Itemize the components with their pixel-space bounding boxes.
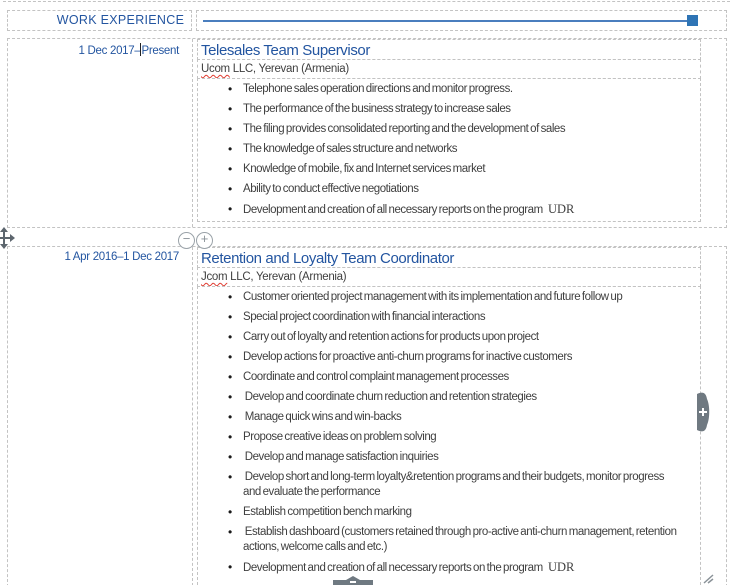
- bullet-text: Develop and manage satisfaction inquiries: [243, 451, 439, 463]
- bullet-text: The performance of the business strategy to increase sales: [243, 103, 511, 115]
- job2-title-field[interactable]: [197, 247, 701, 268]
- job1-date-field[interactable]: [8, 39, 193, 227]
- bullet-item[interactable]: [198, 122, 682, 137]
- bullet-item[interactable]: [198, 350, 682, 365]
- job2-duty-list: [198, 287, 682, 576]
- bullet-text: Develop and coordinate churn reduction and retention strategies: [243, 391, 537, 403]
- bullet-item[interactable]: [198, 142, 682, 157]
- job1-date-end: Present: [141, 45, 179, 57]
- bullet-item[interactable]: [198, 102, 682, 117]
- bullet-item[interactable]: [198, 430, 682, 445]
- job1-duties-field[interactable]: [197, 78, 701, 222]
- bullet-item[interactable]: [198, 330, 682, 345]
- job2-employer-name: Jcom: [201, 271, 228, 283]
- job1-content: [197, 39, 701, 222]
- bullet-item[interactable]: [198, 505, 682, 520]
- section-heading-rule-cell: [196, 10, 727, 31]
- job-entry-1: [7, 38, 727, 228]
- bullet-item[interactable]: [198, 290, 682, 305]
- bullet-item[interactable]: [198, 560, 682, 576]
- scrollbar-handle[interactable]: [687, 15, 698, 26]
- bullet-item[interactable]: [198, 202, 682, 218]
- bullet-text: The knowledge of sales structure and networks: [243, 143, 458, 155]
- job1-date-start: 1 Dec 2017–: [78, 45, 141, 57]
- bullet-text: Develop actions for proactive anti-churn programs for inactive customers: [243, 351, 573, 363]
- bullet-item[interactable]: [198, 450, 682, 465]
- expand-icon: +: [200, 231, 209, 246]
- bullet-text: Develop short and long-term loyalty&retention programs and their budgets, monitor progress and evaluate the performance: [243, 471, 666, 498]
- bullet-text: Telephone sales operation directions and monitor progress.: [243, 83, 513, 95]
- top-section-divider: [3, 1, 730, 2]
- bottom-handle-icon[interactable]: [333, 576, 373, 585]
- bullet-item[interactable]: [198, 390, 682, 405]
- bullet-text: The filing provides consolidated reporting and the development of sales: [243, 123, 566, 135]
- section-heading-label: WORK EXPERIENCE: [56, 13, 185, 27]
- bullet-text: Establish competition bench marking: [243, 506, 412, 518]
- bullet-item[interactable]: [198, 470, 682, 500]
- job-entry-2: [7, 246, 727, 585]
- section-heading-cell[interactable]: [7, 10, 192, 31]
- bullet-text: Establish dashboard (customers retained through pro-active anti-churn management, retention actions, welcome calls and etc.): [243, 526, 679, 553]
- job2-title-text: Retention and Loyalty Team Coordinator: [201, 250, 455, 267]
- bullet-text: Knowledge of mobile, fix and Internet services market: [243, 163, 486, 175]
- job1-employer-location: LLC, Yerevan (Armenia): [229, 63, 349, 75]
- bullet-text: Development and creation of all necessary reports on the program: [243, 562, 548, 574]
- job1-title-field[interactable]: [197, 39, 701, 60]
- add-entry-icon[interactable]: [697, 391, 712, 433]
- bullet-item[interactable]: [198, 82, 682, 97]
- expand-entry-button[interactable]: [196, 232, 213, 249]
- job1-title-text: Telesales Team Supervisor: [201, 42, 370, 59]
- bullet-item[interactable]: [198, 525, 682, 555]
- job2-employer-location: LLC, Yerevan (Armenia): [227, 271, 347, 283]
- bullet-item[interactable]: [198, 370, 682, 385]
- bullet-serif-text: UDR: [547, 202, 575, 216]
- bullet-text: Coordinate and control complaint management processes: [243, 371, 509, 383]
- bullet-text: Special project coordination with financial interactions: [243, 311, 486, 323]
- bullet-text: Customer oriented project management with its implementation and future follow up: [243, 291, 623, 303]
- bullet-item[interactable]: [198, 310, 682, 325]
- job1-duty-list: [198, 79, 682, 218]
- job2-content: [197, 247, 701, 585]
- bullet-serif-text: UDR: [547, 560, 575, 574]
- bullet-text: Propose creative ideas on problem solving: [243, 431, 437, 443]
- collapse-entry-button[interactable]: [178, 232, 195, 249]
- bullet-text: Manage quick wins and win-backs: [243, 411, 402, 423]
- job2-employer-field[interactable]: [197, 267, 701, 287]
- resize-corner-icon[interactable]: [703, 574, 715, 584]
- bullet-item[interactable]: [198, 162, 682, 177]
- job1-employer-field[interactable]: [197, 59, 701, 79]
- bullet-text: Ability to conduct effective negotiations: [243, 183, 419, 195]
- bullet-item[interactable]: [198, 182, 682, 197]
- bullet-text: Development and creation of all necessary reports on the program: [243, 204, 548, 216]
- move-icon[interactable]: [0, 227, 15, 249]
- job2-duties-field[interactable]: [197, 286, 701, 585]
- job2-date-text: 1 Apr 2016–1 Dec 2017: [64, 251, 179, 263]
- collapse-icon: −: [182, 231, 191, 246]
- job2-date-field[interactable]: [8, 247, 193, 585]
- bullet-text: Carry out of loyalty and retention actions for products upon project: [243, 331, 539, 343]
- job1-employer-name: Ucom: [201, 63, 230, 75]
- heading-rule-line: [203, 20, 695, 22]
- bullet-item[interactable]: [198, 410, 682, 425]
